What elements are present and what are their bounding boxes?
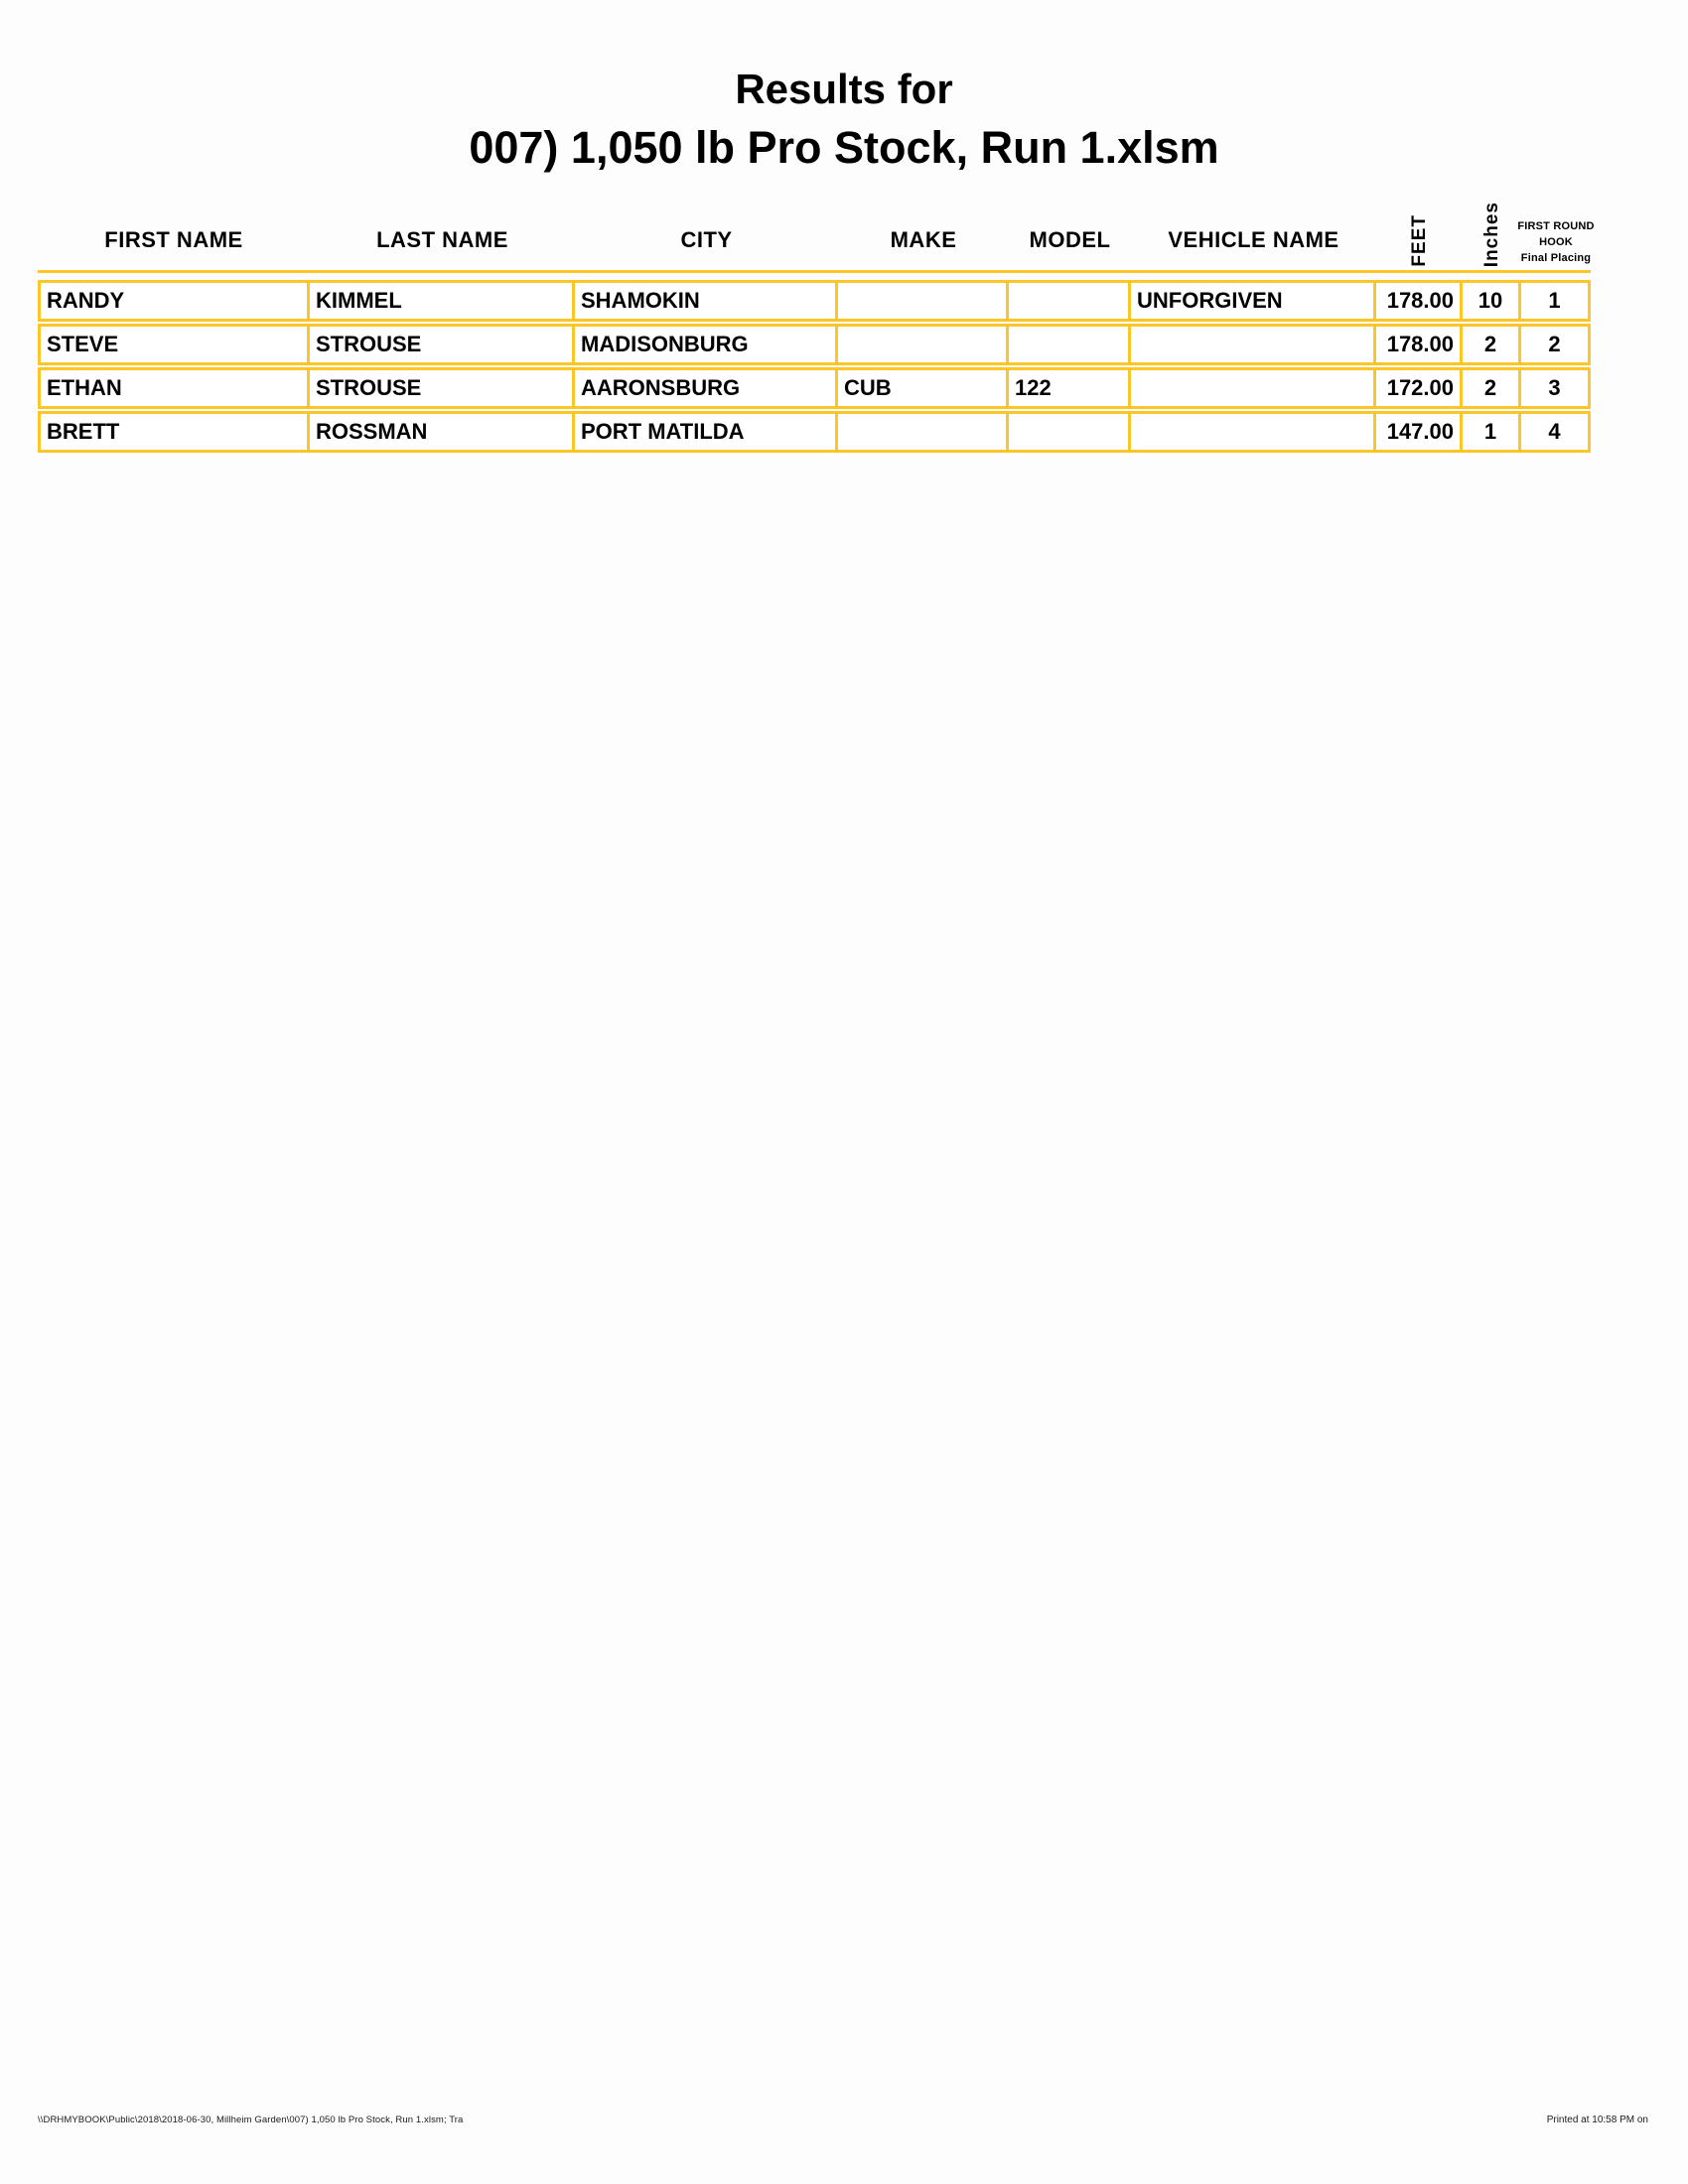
cell-make: [838, 411, 1009, 453]
cell-last-name: STROUSE: [310, 367, 575, 409]
cell-first-name: ETHAN: [38, 367, 310, 409]
table-row: [38, 411, 1591, 453]
footer-file-path: \\DRHMYBOOK\Public\2018\2018-06-30, Millheim Garden\007) 1,050 lb Pro Stock, Run 1.xlsm; Tra: [38, 2115, 464, 2125]
cell-model: [1009, 280, 1131, 322]
cell-vehicle-name: UNFORGIVEN: [1131, 280, 1376, 322]
cell-city: MADISONBURG: [575, 324, 838, 365]
cell-last-name: ROSSMAN: [310, 411, 575, 453]
column-header-line: FIRST ROUND: [1517, 220, 1595, 232]
column-header-inches: [1463, 202, 1521, 270]
column-header-city: CITY: [680, 227, 733, 252]
cell-make: CUB: [838, 367, 1009, 409]
footer-printed-at: Printed at 10:58 PM on: [1546, 2115, 1648, 2125]
column-header-vehicle-name: VEHICLE NAME: [1168, 227, 1339, 252]
cell-model: 122: [1009, 367, 1131, 409]
title-line-1: Results for: [735, 66, 953, 112]
rotated-column-label-inches: Inches: [1481, 201, 1502, 267]
cell-model: [1009, 411, 1131, 453]
column-header-line: HOOK: [1539, 236, 1573, 248]
cell-feet: 178.00: [1376, 324, 1463, 365]
cell-vehicle-name: [1131, 411, 1376, 453]
cell-vehicle-name: [1131, 367, 1376, 409]
title-line-2: 007) 1,050 lb Pro Stock, Run 1.xlsm: [469, 122, 1219, 173]
cell-vehicle-name: [1131, 324, 1376, 365]
cell-last-name: KIMMEL: [310, 280, 575, 322]
cell-feet: 172.00: [1376, 367, 1463, 409]
cell-model: [1009, 324, 1131, 365]
cell-first-name: BRETT: [38, 411, 310, 453]
cell-city: PORT MATILDA: [575, 411, 838, 453]
cell-city: SHAMOKIN: [575, 280, 838, 322]
header-underline: [38, 270, 1591, 273]
cell-inches: 1: [1463, 411, 1521, 453]
cell-last-name: STROUSE: [310, 324, 575, 365]
cell-make: [838, 324, 1009, 365]
cell-feet: 178.00: [1376, 280, 1463, 322]
page-footer: [38, 2115, 1648, 2125]
column-header-feet: [1376, 214, 1463, 270]
cell-feet: 147.00: [1376, 411, 1463, 453]
results-table: [38, 278, 1591, 455]
results-table-area: [38, 191, 1593, 455]
cell-hook: 1: [1521, 280, 1591, 322]
table-header-row: [38, 191, 1595, 270]
cell-first-name: RANDY: [38, 280, 310, 322]
table-row: [38, 280, 1591, 322]
cell-first-name: STEVE: [38, 324, 310, 365]
cell-inches: 2: [1463, 367, 1521, 409]
cell-hook: 2: [1521, 324, 1591, 365]
column-header-first-name: FIRST NAME: [104, 227, 243, 252]
column-header-make: MAKE: [890, 227, 957, 252]
column-header-last-name: LAST NAME: [376, 227, 508, 252]
table-row: [38, 324, 1591, 365]
cell-hook: 3: [1521, 367, 1591, 409]
cell-hook: 4: [1521, 411, 1591, 453]
column-header-model: MODEL: [1029, 227, 1111, 252]
table-row: [38, 367, 1591, 409]
cell-inches: 10: [1463, 280, 1521, 322]
cell-make: [838, 280, 1009, 322]
cell-city: AARONSBURG: [575, 367, 838, 409]
cell-inches: 2: [1463, 324, 1521, 365]
column-header-hook: [1517, 218, 1595, 270]
page-title: [0, 64, 1688, 177]
column-header-line: Final Placing: [1520, 252, 1592, 264]
rotated-column-label-feet: FEET: [1409, 214, 1430, 267]
